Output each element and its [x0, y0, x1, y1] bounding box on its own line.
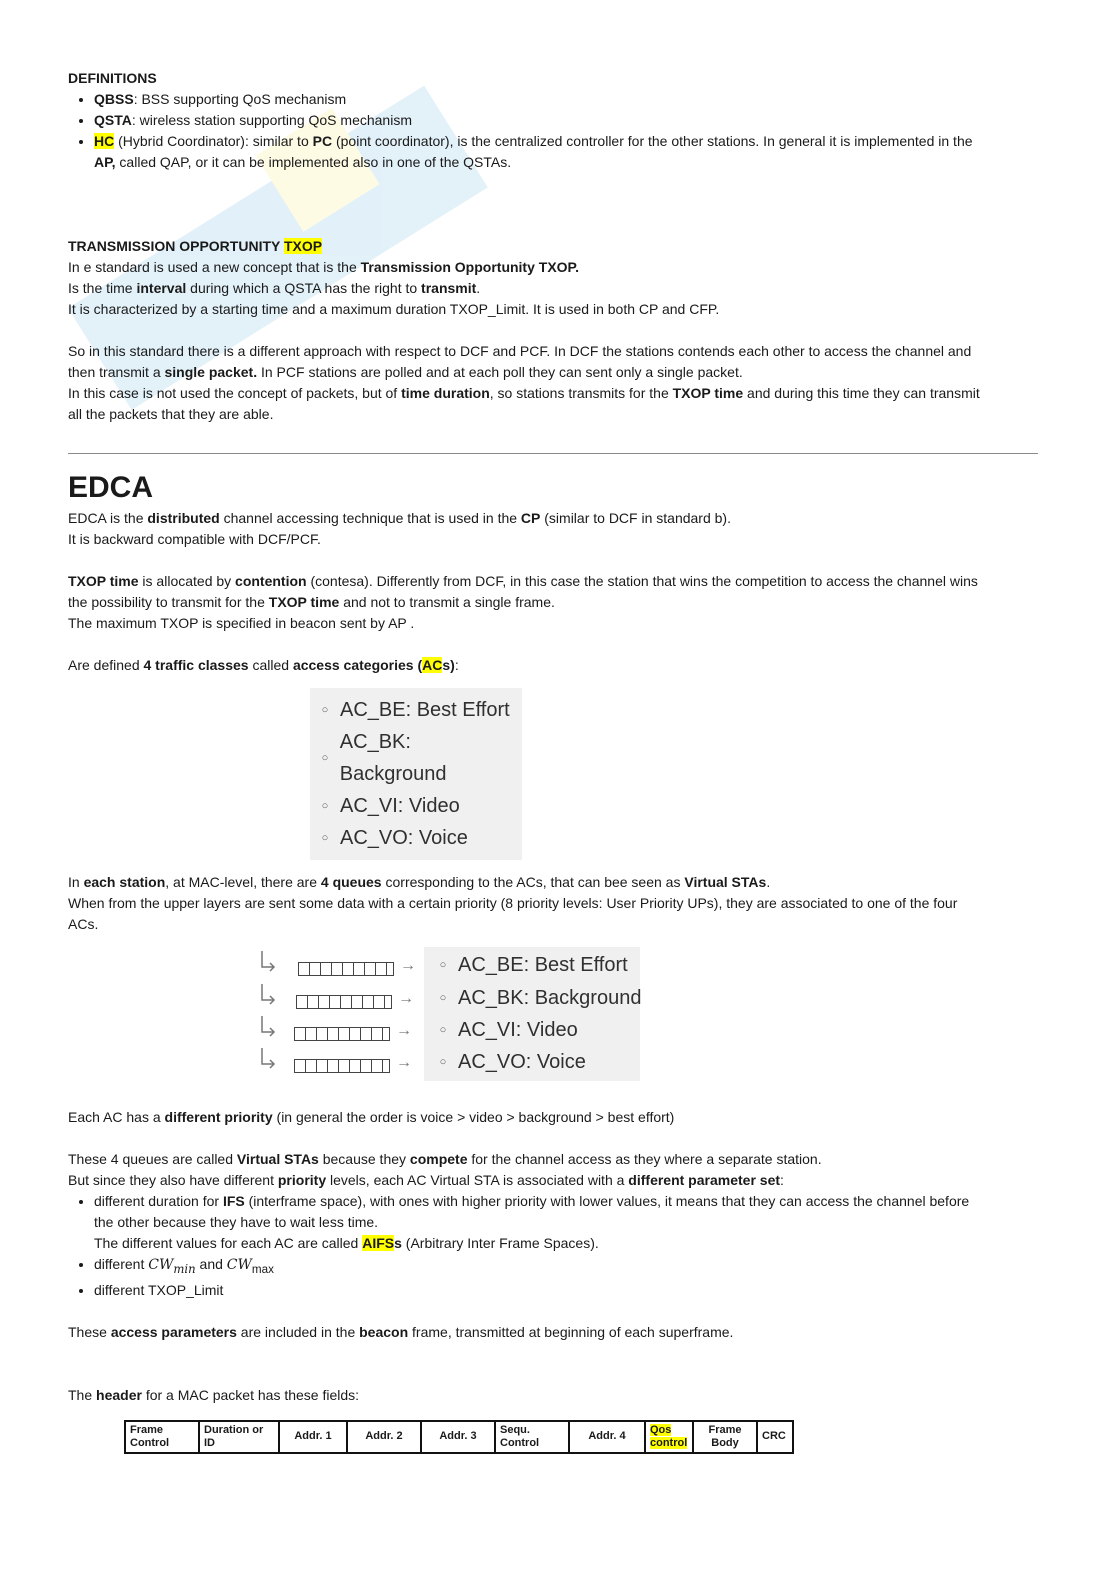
queue-icon	[294, 1059, 390, 1073]
list-item: ○ AC_VO: Voice	[310, 822, 522, 854]
list-item: ○ AC_BE: Best Effort	[310, 694, 522, 726]
circle-bullet-icon: ○	[439, 959, 447, 971]
txop-paragraph: Is the time interval during which a QSTA has the right to transmit.	[68, 280, 481, 296]
table-cell: Qos control	[645, 1421, 693, 1453]
list-item: • different TXOP_Limit	[94, 1280, 988, 1301]
queues-diagram	[258, 947, 718, 1097]
edca-paragraph: In each station, at MAC-level, there are 4 queues corresponding to the ACs, that can bee seen as Virtual STAs.	[68, 874, 771, 890]
edca-paragraph: EDCA is the distributed channel accessing technique that is used in the CP (similar to DCF in standard b).	[68, 510, 731, 526]
queue-row	[258, 1014, 718, 1046]
edca-paragraph: These 4 queues are called Virtual STAs because they compete for the channel access as they where a separate station.	[68, 1151, 822, 1167]
edca-paragraph: When from the upper layers are sent some data with a certain priority (8 priority levels: User Priority UPs), they are associated to one of the four ACs.	[68, 895, 958, 932]
queue-row	[258, 982, 718, 1014]
edca-paragraph: The header for a MAC packet has these fields:	[68, 1386, 360, 1403]
arrow-right-icon: →	[396, 1022, 412, 1039]
txop-paragraph: So in this standard there is a different approach with respect to DCF and PCF. In DCF the stations contends each other to access the channel and then transmit a single packet. In PCF stations are polled and at each poll they can sent only a single packet.	[68, 343, 972, 380]
definitions-heading: DEFINITIONS	[68, 70, 157, 86]
definitions-list	[68, 89, 988, 173]
circle-bullet-icon: ○	[321, 704, 329, 716]
corner-arrow-icon	[258, 949, 278, 973]
circle-bullet-icon: ○	[321, 752, 329, 764]
circle-bullet-icon: ○	[439, 992, 447, 1004]
edca-paragraph: Are defined 4 traffic classes called access categories (ACs):	[68, 657, 459, 673]
parameter-list	[68, 1191, 988, 1301]
table-cell: Addr. 2	[347, 1421, 421, 1453]
table-cell: Frame Control	[125, 1421, 199, 1453]
queue-row	[258, 949, 718, 981]
arrow-right-icon: →	[396, 1054, 412, 1071]
queue-row	[258, 1046, 718, 1078]
arrow-right-icon: →	[398, 990, 414, 1007]
list-item: ○ AC_BK: Background	[428, 982, 641, 1014]
txop-paragraph: It is characterized by a starting time and a maximum duration TXOP_Limit. It is used in both CP and CFP.	[68, 301, 720, 317]
corner-arrow-icon	[258, 1014, 278, 1038]
corner-arrow-icon	[258, 982, 278, 1006]
txop-paragraph: In e standard is used a new concept that is the Transmission Opportunity TXOP.	[68, 259, 579, 275]
circle-bullet-icon: ○	[321, 800, 329, 812]
edca-paragraph: It is backward compatible with DCF/PCF.	[68, 531, 321, 547]
table-cell: Addr. 3	[421, 1421, 495, 1453]
list-item: • QSTA: wireless station supporting QoS mechanism	[94, 110, 988, 131]
queue-icon	[296, 995, 392, 1009]
edca-paragraph: Each AC has a different priority (in general the order is voice > video > background > best effort)	[68, 1109, 675, 1125]
edca-paragraph: The maximum TXOP is specified in beacon sent by AP .	[68, 615, 415, 631]
list-item: • QBSS: BSS supporting QoS mechanism	[94, 89, 988, 110]
edca-paragraph: TXOP time is allocated by contention (contesa). Differently from DCF, in this case the station that wins the competition to access the channel wins the possibility to transmit for the TXOP time and not to transmit a single frame.	[68, 573, 978, 610]
arrow-right-icon: →	[400, 957, 416, 974]
circle-bullet-icon: ○	[439, 1056, 447, 1068]
table-cell: Sequ. Control	[495, 1421, 569, 1453]
document-content	[68, 68, 988, 1454]
queue-icon	[294, 1027, 390, 1041]
list-item: ○ AC_VI: Video	[428, 1014, 578, 1046]
corner-arrow-icon	[258, 1046, 278, 1070]
list-item: • different $CW_{min}$ and $CW_{max}$	[94, 1254, 988, 1280]
txop-paragraph: In this case is not used the concept of packets, but of time duration, so stations transmits for the TXOP time and during this time they can transmit all the packets that they are able.	[68, 385, 980, 422]
circle-bullet-icon: ○	[321, 832, 329, 844]
txop-heading: TRANSMISSION OPPORTUNITY TXOP	[68, 238, 323, 254]
mac-header-table	[124, 1420, 794, 1454]
queue-icon	[298, 962, 394, 976]
edca-heading: EDCA	[68, 471, 154, 504]
list-item: ○ AC_BK: Background	[310, 726, 522, 790]
list-item: ○ AC_VI: Video	[310, 790, 522, 822]
table-cell: Addr. 1	[279, 1421, 347, 1453]
table-row	[125, 1421, 793, 1453]
table-cell: Duration or ID	[199, 1421, 279, 1453]
table-cell: CRC	[757, 1421, 793, 1453]
list-item: • different duration for IFS (interframe space), with ones with higher priority with lower values, it means that they can access the channel before the other because they have to wait less time. The different values for each AC are called AIFSs (Arbitrary Inter Frame Spaces).	[94, 1191, 988, 1254]
section-divider	[68, 453, 1038, 454]
circle-bullet-icon: ○	[439, 1024, 447, 1036]
edca-paragraph: But since they also have different priority levels, each AC Virtual STA is associated with a different parameter set:	[68, 1172, 784, 1188]
edca-paragraph: These access parameters are included in the beacon frame, transmitted at beginning of each superframe.	[68, 1323, 734, 1340]
list-item: • HC (Hybrid Coordinator): similar to PC (point coordinator), is the centralized controller for the other stations. In general it is implemented in the AP, called QAP, or it can be implemented also in one of the QSTAs.	[94, 131, 988, 173]
list-item: ○ AC_VO: Voice	[428, 1046, 586, 1078]
table-cell: Frame Body	[693, 1421, 757, 1453]
access-categories-box	[310, 688, 522, 860]
table-cell: Addr. 4	[569, 1421, 645, 1453]
list-item: ○ AC_BE: Best Effort	[428, 949, 628, 981]
